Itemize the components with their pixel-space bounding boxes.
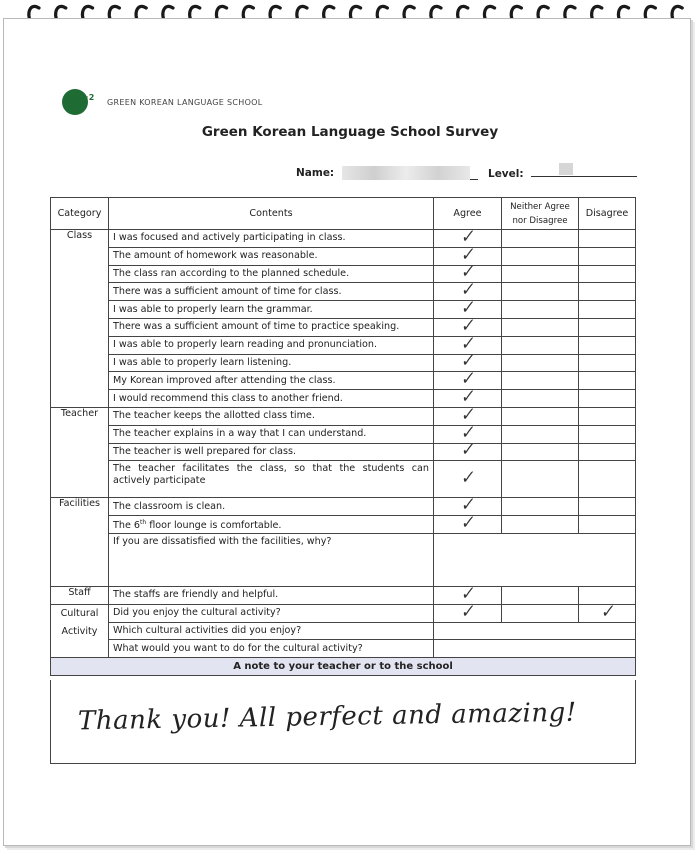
checkmark-icon: ✓	[459, 350, 476, 373]
handwritten-note: Thank you! All perfect and amazing!	[77, 697, 577, 737]
open-answer-cell[interactable]	[434, 640, 636, 658]
contents-cell: The teacher facilitates the class, so that the students can actively participate	[109, 461, 434, 498]
neither-cell[interactable]	[502, 283, 579, 301]
neither-cell[interactable]	[502, 372, 579, 390]
open-answer-cell[interactable]	[434, 622, 636, 640]
table-header-row	[51, 198, 636, 230]
category-cell: Cultural Activity	[51, 604, 109, 657]
category-cell: Class	[51, 230, 109, 408]
checkmark-icon: ✓	[459, 439, 476, 462]
neither-cell[interactable]	[502, 265, 579, 283]
checkmark-icon: ✓	[459, 494, 476, 517]
table-row	[51, 318, 636, 336]
checkmark-icon: ✓	[459, 512, 476, 534]
table-row	[51, 640, 636, 658]
disagree-cell[interactable]	[579, 354, 636, 372]
disagree-cell[interactable]	[579, 600, 636, 623]
agree-cell[interactable]	[434, 439, 502, 462]
checkmark-icon: ✓	[459, 421, 476, 444]
neither-cell[interactable]	[502, 336, 579, 354]
checkmark-icon: ✓	[459, 261, 476, 284]
neither-cell[interactable]	[502, 498, 579, 516]
contents-cell: The amount of homework was reasonable.	[109, 247, 434, 265]
neither-cell[interactable]	[502, 247, 579, 265]
col-neither: Neither Agree nor Disagree	[502, 198, 579, 230]
col-agree: Agree	[434, 198, 502, 230]
table-row	[51, 407, 636, 425]
disagree-cell[interactable]	[579, 407, 636, 425]
contents-cell: I was able to properly learn reading and pronunciation.	[109, 336, 434, 354]
contents-cell: The teacher keeps the allotted class time.	[109, 407, 434, 425]
table-row	[51, 498, 636, 516]
disagree-cell[interactable]	[579, 498, 636, 516]
table-row	[51, 390, 636, 408]
checkmark-icon: ✓	[459, 386, 476, 408]
name-label: Name:	[296, 167, 335, 179]
checkmark-icon: ✓	[598, 600, 616, 623]
disagree-cell[interactable]	[579, 425, 636, 443]
level-label: Level:	[488, 168, 524, 180]
table-row	[51, 247, 636, 265]
col-category: Category	[51, 198, 109, 230]
level-underline	[531, 166, 637, 177]
agree-cell[interactable]	[434, 461, 502, 498]
checkmark-icon: ✓	[459, 403, 476, 426]
table-row	[51, 604, 636, 622]
table-row	[51, 443, 636, 461]
contents-cell: I was focused and actively participating in class.	[109, 230, 434, 248]
contents-cell: Did you enjoy the cultural activity?	[109, 604, 434, 622]
contents-cell: If you are dissatisfied with the facilities, why?	[109, 533, 434, 586]
table-row	[51, 622, 636, 640]
table-row	[51, 265, 636, 283]
checkmark-icon: ✓	[459, 314, 476, 337]
checkmark-icon: ✓	[459, 466, 476, 489]
table-row	[51, 533, 636, 586]
col-disagree: Disagree	[579, 198, 636, 230]
checkmark-icon: ✓	[459, 243, 476, 266]
redacted-name	[342, 166, 470, 180]
neither-cell[interactable]	[502, 604, 579, 622]
neither-cell[interactable]	[502, 318, 579, 336]
open-answer-cell[interactable]	[434, 533, 636, 586]
disagree-cell[interactable]	[579, 372, 636, 390]
level-field	[488, 166, 637, 180]
neither-cell[interactable]	[502, 425, 579, 443]
contents-cell: The class ran according to the planned schedule.	[109, 265, 434, 283]
neither-cell[interactable]	[502, 443, 579, 461]
checkmark-icon: ✓	[459, 297, 476, 319]
contents-cell: Which cultural activities did you enjoy?	[109, 622, 434, 640]
table-row	[51, 283, 636, 301]
table-row	[51, 461, 636, 498]
table-row	[51, 354, 636, 372]
checkmark-icon: ✓	[459, 332, 476, 355]
contents-cell: I would recommend this class to another friend.	[109, 390, 434, 408]
disagree-cell[interactable]	[579, 390, 636, 408]
table-row	[51, 516, 636, 534]
disagree-cell[interactable]	[579, 301, 636, 319]
table-row	[51, 301, 636, 319]
neither-cell[interactable]	[502, 461, 579, 498]
checkmark-icon: ✓	[459, 279, 476, 302]
contents-cell: There was a sufficient amount of time for class.	[109, 283, 434, 301]
name-underline	[470, 179, 478, 180]
agree-cell[interactable]	[434, 600, 502, 623]
redacted-level	[559, 163, 573, 175]
survey-table	[50, 197, 636, 676]
neither-cell[interactable]	[502, 301, 579, 319]
contents-cell: I was able to properly learn the grammar.	[109, 301, 434, 319]
table-row	[51, 230, 636, 248]
contents-cell: My Korean improved after attending the class.	[109, 372, 434, 390]
logo-mark-icon: ⌐2	[82, 93, 95, 102]
note-header-row	[51, 658, 636, 676]
agree-cell[interactable]	[434, 512, 502, 534]
logo-text: GREEN KOREAN LANGUAGE SCHOOL	[107, 98, 263, 107]
col-contents: Contents	[109, 198, 434, 230]
contents-cell: What would you want to do for the cultural activity?	[109, 640, 434, 658]
contents-cell: The staffs are friendly and helpful.	[109, 586, 434, 604]
contents-cell: The teacher is well prepared for class.	[109, 443, 434, 461]
checkmark-icon: ✓	[459, 368, 476, 391]
disagree-cell[interactable]	[579, 265, 636, 283]
neither-cell[interactable]	[502, 390, 579, 408]
table-row	[51, 586, 636, 604]
table-row	[51, 336, 636, 354]
table-row	[51, 372, 636, 390]
disagree-cell[interactable]	[579, 318, 636, 336]
category-cell: Teacher	[51, 407, 109, 497]
contents-cell: The classroom is clean.	[109, 498, 434, 516]
neither-cell[interactable]	[502, 354, 579, 372]
neither-cell[interactable]	[502, 230, 579, 248]
checkmark-icon: ✓	[459, 225, 476, 248]
contents-cell: There was a sufficient amount of time to practice speaking.	[109, 318, 434, 336]
disagree-cell[interactable]	[579, 230, 636, 248]
category-cell: Facilities	[51, 498, 109, 587]
disagree-cell[interactable]	[579, 443, 636, 461]
disagree-cell[interactable]	[579, 283, 636, 301]
neither-cell[interactable]	[502, 407, 579, 425]
neither-cell[interactable]	[502, 516, 579, 534]
note-header: A note to your teacher or to the school	[51, 658, 636, 676]
checkmark-icon: ✓	[459, 600, 476, 623]
disagree-cell[interactable]	[579, 461, 636, 498]
disagree-cell[interactable]	[579, 336, 636, 354]
contents-cell: I was able to properly learn listening.	[109, 354, 434, 372]
contents-cell: The teacher explains in a way that I can understand.	[109, 425, 434, 443]
name-field	[296, 166, 478, 180]
contents-cell: The 6th floor lounge is comfortable.	[109, 516, 434, 534]
category-cell: Staff	[51, 586, 109, 604]
disagree-cell[interactable]	[579, 247, 636, 265]
table-row	[51, 425, 636, 443]
checkmark-icon: ✓	[459, 582, 476, 605]
disagree-cell[interactable]	[579, 516, 636, 534]
neither-cell[interactable]	[502, 586, 579, 604]
survey-title: Green Korean Language School Survey	[201, 124, 499, 140]
